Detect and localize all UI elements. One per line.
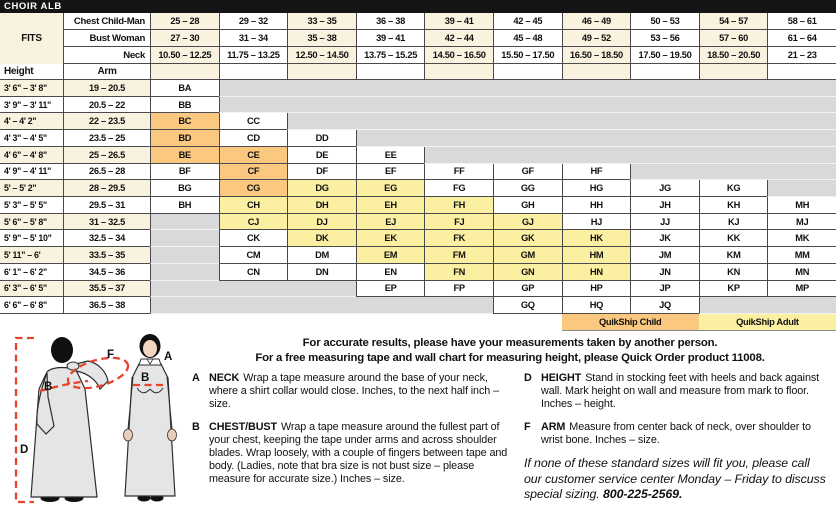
arm-range-cell: 20.5 – 22 (63, 97, 150, 114)
unavailable-cell (356, 113, 425, 130)
unavailable-cell (767, 130, 836, 147)
hand (168, 429, 177, 441)
hand (67, 362, 79, 370)
intro-line-2: For a free measuring tape and wall chart for measuring height, please Quick Order product 11008. (255, 351, 765, 364)
size-cell: JH (630, 197, 699, 214)
size-cell: BG (150, 180, 219, 197)
size-cell: HK (562, 230, 631, 247)
unavailable-cell (767, 147, 836, 164)
chest-range-header: 33 – 35 (287, 13, 356, 30)
unavailable-cell (630, 113, 699, 130)
size-cell: MK (767, 230, 836, 247)
instruction-height (524, 372, 828, 412)
instruction-letter-a: A (192, 372, 200, 384)
unavailable-cell (767, 97, 836, 114)
chest-range-header: 54 – 57 (699, 13, 768, 30)
height-range-cell: 5' 11" – 6' (0, 247, 63, 264)
instruction-column-left (192, 372, 510, 503)
size-cell: JJ (630, 214, 699, 231)
size-cell: HM (562, 247, 631, 264)
size-cell: DK (287, 230, 356, 247)
header-spacer-cell (424, 64, 493, 80)
unavailable-cell (562, 130, 631, 147)
intro-line-1: For accurate results, please have your measurements taken by another person. (302, 337, 718, 349)
size-cell: BF (150, 164, 219, 181)
size-cell: MP (767, 281, 836, 298)
intro-text (192, 336, 828, 365)
unavailable-cell (630, 147, 699, 164)
size-cell: DD (287, 130, 356, 147)
unavailable-cell (287, 297, 356, 314)
unavailable-cell (699, 97, 768, 114)
bust-range-header: 49 – 52 (562, 30, 631, 47)
instruction-chest-bust (192, 421, 510, 487)
figure-label-b-front: B (141, 372, 150, 384)
size-cell: BB (150, 97, 219, 114)
unavailable-cell (424, 130, 493, 147)
size-cell: EK (356, 230, 425, 247)
unavailable-cell (424, 297, 493, 314)
chest-range-header: 50 – 53 (630, 13, 699, 30)
unavailable-cell (150, 214, 219, 231)
height-range-cell: 4' 6" – 4' 8" (0, 147, 63, 164)
size-cell: BH (150, 197, 219, 214)
size-cell: EE (356, 147, 425, 164)
size-cell: EH (356, 197, 425, 214)
unavailable-cell (424, 147, 493, 164)
customer-service-phone: 800-225-2569. (602, 487, 683, 502)
instruction-arm-text (541, 421, 828, 447)
size-cell: HN (562, 264, 631, 281)
size-cell: JN (630, 264, 699, 281)
size-cell: EF (356, 164, 425, 181)
unavailable-cell (219, 80, 288, 97)
arm-range-cell: 34.5 – 36 (63, 264, 150, 281)
size-cell: KJ (699, 214, 768, 231)
neck-range-header: 17.50 – 19.50 (630, 47, 699, 64)
unavailable-cell (562, 97, 631, 114)
instruction-neck (192, 372, 510, 412)
figure-label-d: D (20, 444, 29, 456)
unavailable-cell (219, 97, 288, 114)
size-cell: MM (767, 247, 836, 264)
special-sizing-note (524, 456, 828, 503)
height-range-cell: 6' 3" – 6' 5" (0, 281, 63, 298)
size-cell: HJ (562, 214, 631, 231)
unavailable-cell (562, 147, 631, 164)
unavailable-cell (424, 97, 493, 114)
arm-range-cell: 25 – 26.5 (63, 147, 150, 164)
unavailable-cell (630, 130, 699, 147)
size-cell: CD (219, 130, 288, 147)
size-cell: BC (150, 113, 219, 130)
size-cell: CC (219, 113, 288, 130)
size-cell: GQ (493, 297, 562, 314)
instruction-letter-d: D (524, 372, 532, 384)
chest-range-header: 46 – 49 (562, 13, 631, 30)
instruction-body-neck: Wrap a tape measure around the base of your neck, where a shirt collar would close. Inches, to the next half inch – size. (209, 372, 499, 411)
size-cell: JM (630, 247, 699, 264)
height-range-cell: 4' 9" – 4' 11" (0, 164, 63, 181)
arm-range-cell: 31 – 32.5 (63, 214, 150, 231)
bust-range-header: 27 – 30 (150, 30, 219, 47)
height-range-cell: 6' 6" – 6' 8" (0, 297, 63, 314)
arm-range-cell: 29.5 – 31 (63, 197, 150, 214)
header-spacer-cell (767, 64, 836, 80)
size-cell: DF (287, 164, 356, 181)
size-cell: CH (219, 197, 288, 214)
size-cell: CJ (219, 214, 288, 231)
head-back (51, 337, 73, 363)
size-cell: FP (424, 281, 493, 298)
unavailable-cell (219, 297, 288, 314)
size-cell: HF (562, 164, 631, 181)
size-cell: FF (424, 164, 493, 181)
size-cell: BD (150, 130, 219, 147)
size-cell: DN (287, 264, 356, 281)
size-cell: HQ (562, 297, 631, 314)
size-cell: DM (287, 247, 356, 264)
instruction-term-chest: CHEST/BUST (209, 420, 277, 433)
figure-illustration-wrap (0, 331, 192, 509)
size-cell: CN (219, 264, 288, 281)
size-cell: KM (699, 247, 768, 264)
unavailable-cell (699, 164, 768, 181)
size-cell: KP (699, 281, 768, 298)
size-cell: HG (562, 180, 631, 197)
instruction-term-neck: NECK (209, 372, 240, 384)
unavailable-cell (699, 297, 768, 314)
size-cell: GP (493, 281, 562, 298)
unavailable-cell (287, 80, 356, 97)
unavailable-cell (424, 80, 493, 97)
unavailable-cell (287, 281, 356, 298)
chest-range-header: 39 – 41 (424, 13, 493, 30)
neck-range-header: 10.50 – 12.25 (150, 47, 219, 64)
chest-range-header: 25 – 28 (150, 13, 219, 30)
instruction-column-right (510, 372, 828, 503)
size-cell: GG (493, 180, 562, 197)
size-cell: CE (219, 147, 288, 164)
figure-label-b-back: B (44, 381, 53, 393)
size-cell: CG (219, 180, 288, 197)
instruction-columns (192, 372, 828, 503)
instruction-term-height: HEIGHT (541, 372, 582, 384)
arm-range-cell: 19 – 20.5 (63, 80, 150, 97)
page-title: CHOIR ALB (4, 1, 62, 12)
instruction-letter-b: B (192, 420, 200, 433)
arm-range-cell: 23.5 – 25 (63, 130, 150, 147)
size-cell: GH (493, 197, 562, 214)
size-cell: EJ (356, 214, 425, 231)
hand (124, 429, 133, 441)
size-cell: GK (493, 230, 562, 247)
figure-label-f: F (107, 349, 115, 361)
size-cell: KG (699, 180, 768, 197)
bust-range-header: 61 – 64 (767, 30, 836, 47)
neck-range-header: 13.75 – 15.25 (356, 47, 425, 64)
unavailable-cell (287, 113, 356, 130)
size-cell: EP (356, 281, 425, 298)
measuring-instructions-section (0, 331, 836, 509)
chest-range-header: 29 – 32 (219, 13, 288, 30)
unavailable-cell (767, 113, 836, 130)
instruction-letter-f: F (524, 420, 531, 433)
unavailable-cell (150, 264, 219, 281)
instruction-height-text (541, 372, 828, 412)
unavailable-cell (150, 281, 219, 298)
size-cell: JK (630, 230, 699, 247)
size-cell: DJ (287, 214, 356, 231)
header-spacer-cell (150, 64, 219, 80)
size-cell: CM (219, 247, 288, 264)
unavailable-cell (493, 113, 562, 130)
bust-range-header: 45 – 48 (493, 30, 562, 47)
height-range-cell: 3' 6" – 3' 8" (0, 80, 63, 97)
neck-row-label: Neck (63, 47, 150, 64)
page-title-bar (0, 0, 836, 13)
arm-range-cell: 33.5 – 35 (63, 247, 150, 264)
size-cell: EG (356, 180, 425, 197)
bust-range-header: 57 – 60 (699, 30, 768, 47)
unavailable-cell (767, 164, 836, 181)
size-cell: DG (287, 180, 356, 197)
bust-range-header: 35 – 38 (287, 30, 356, 47)
height-range-cell: 6' 1" – 6' 2" (0, 264, 63, 281)
bust-range-header: 53 – 56 (630, 30, 699, 47)
chest-range-header: 42 – 45 (493, 13, 562, 30)
height-measure-line (16, 338, 34, 502)
instruction-body-height: Stand in stocking feet with heels and back against wall. Mark height on wall and measure from mark to floor. Inches – height. (541, 372, 820, 411)
unavailable-cell (493, 130, 562, 147)
instructions-text-area (192, 331, 836, 509)
unavailable-cell (630, 164, 699, 181)
unavailable-cell (356, 80, 425, 97)
unavailable-cell (493, 80, 562, 97)
instruction-neck-text (209, 372, 510, 412)
bust-row-label: Bust Woman (63, 30, 150, 47)
quikship-child-legend: QuikShip Child (562, 314, 699, 331)
size-cell: BA (150, 80, 219, 97)
height-range-cell: 5' 6" – 5' 8" (0, 214, 63, 231)
size-cell: DE (287, 147, 356, 164)
size-cell: FK (424, 230, 493, 247)
size-cell: FG (424, 180, 493, 197)
neck-range-header: 16.50 – 18.50 (562, 47, 631, 64)
special-sizing-text: If none of these standard sizes will fit you, please call our customer service center Monday – Friday to discuss special sizing. (524, 456, 826, 502)
fits-label: FITS (0, 13, 63, 64)
size-cell: EM (356, 247, 425, 264)
size-cell: GN (493, 264, 562, 281)
instruction-body-chest: Wrap a tape measure around the fullest part of your chest, keeping the tape under arms and across shoulder blades. Wrap loosely, with a couple of fingers between tape and body. (Ladies, note that bra size is not bust size – please measure for accurate size.) Inches – size. (209, 420, 508, 486)
bust-range-header: 42 – 44 (424, 30, 493, 47)
arm-range-cell: 22 – 23.5 (63, 113, 150, 130)
chest-range-header: 58 – 61 (767, 13, 836, 30)
unavailable-cell (630, 97, 699, 114)
size-cell: KK (699, 230, 768, 247)
height-range-cell: 3' 9" – 3' 11" (0, 97, 63, 114)
neck-range-header: 12.50 – 14.50 (287, 47, 356, 64)
size-chart-table (0, 13, 836, 331)
size-cell: FM (424, 247, 493, 264)
size-cell: FN (424, 264, 493, 281)
unavailable-cell (630, 80, 699, 97)
arm-range-cell: 28 – 29.5 (63, 180, 150, 197)
unavailable-cell (150, 230, 219, 247)
instruction-arm (524, 421, 828, 447)
unavailable-cell (150, 297, 219, 314)
instruction-chest-text (209, 421, 510, 487)
unavailable-cell (219, 281, 288, 298)
unavailable-cell (150, 247, 219, 264)
arm-column-label: Arm (63, 64, 150, 80)
size-cell: EN (356, 264, 425, 281)
size-cell: MN (767, 264, 836, 281)
size-cell: MJ (767, 214, 836, 231)
size-cell: HP (562, 281, 631, 298)
header-spacer-cell (562, 64, 631, 80)
header-spacer-cell (699, 64, 768, 80)
size-cell: GJ (493, 214, 562, 231)
unavailable-cell (356, 297, 425, 314)
unavailable-cell (699, 80, 768, 97)
measurement-figure-illustration (0, 331, 192, 509)
unavailable-cell (493, 147, 562, 164)
size-cell: GM (493, 247, 562, 264)
neck-range-header: 18.50 – 20.50 (699, 47, 768, 64)
size-cell: BE (150, 147, 219, 164)
size-cell: JG (630, 180, 699, 197)
arm-range-cell: 35.5 – 37 (63, 281, 150, 298)
unavailable-cell (562, 113, 631, 130)
unavailable-cell (356, 130, 425, 147)
size-cell: MH (767, 197, 836, 214)
neck-range-header: 15.50 – 17.50 (493, 47, 562, 64)
arm-range-cell: 36.5 – 38 (63, 297, 150, 314)
unavailable-cell (699, 130, 768, 147)
unavailable-cell (767, 80, 836, 97)
height-range-cell: 5' 3" – 5' 5" (0, 197, 63, 214)
unavailable-cell (767, 297, 836, 314)
size-cell: DH (287, 197, 356, 214)
header-spacer-cell (219, 64, 288, 80)
arm-range-cell: 26.5 – 28 (63, 164, 150, 181)
unavailable-cell (424, 113, 493, 130)
unavailable-cell (699, 147, 768, 164)
header-spacer-cell (356, 64, 425, 80)
size-cell: HH (562, 197, 631, 214)
instruction-term-arm: ARM (541, 420, 566, 433)
header-spacer-cell (493, 64, 562, 80)
figure-label-a: A (164, 351, 173, 363)
unavailable-cell (493, 97, 562, 114)
unavailable-cell (562, 80, 631, 97)
neck-range-header: 14.50 – 16.50 (424, 47, 493, 64)
unavailable-cell (767, 180, 836, 197)
size-cell: GF (493, 164, 562, 181)
unavailable-cell (287, 97, 356, 114)
size-cell: JP (630, 281, 699, 298)
size-cell: FJ (424, 214, 493, 231)
unavailable-cell (356, 97, 425, 114)
size-cell: KN (699, 264, 768, 281)
face (143, 340, 157, 357)
neck-range-header: 11.75 – 13.25 (219, 47, 288, 64)
bust-range-header: 31 – 34 (219, 30, 288, 47)
neck-range-header: 21 – 23 (767, 47, 836, 64)
bust-range-header: 39 – 41 (356, 30, 425, 47)
height-range-cell: 5' – 5' 2" (0, 180, 63, 197)
height-column-label: Height (0, 64, 63, 80)
height-range-cell: 4' 3" – 4' 5" (0, 130, 63, 147)
unavailable-cell (699, 113, 768, 130)
quikship-adult-legend: QuikShip Adult (699, 314, 836, 331)
header-spacer-cell (630, 64, 699, 80)
size-cell: KH (699, 197, 768, 214)
height-range-cell: 5' 9" – 5' 10" (0, 230, 63, 247)
size-cell: CF (219, 164, 288, 181)
chest-range-header: 36 – 38 (356, 13, 425, 30)
height-range-cell: 4' – 4' 2" (0, 113, 63, 130)
arm-range-cell: 32.5 – 34 (63, 230, 150, 247)
size-cell: FH (424, 197, 493, 214)
chest-row-label: Chest Child-Man (63, 13, 150, 30)
figure-back-view (31, 337, 108, 502)
header-spacer-cell (287, 64, 356, 80)
size-cell: CK (219, 230, 288, 247)
instruction-body-arm: Measure from center back of neck, over shoulder to wrist bone. Inches – size. (541, 420, 811, 446)
size-cell: JQ (630, 297, 699, 314)
